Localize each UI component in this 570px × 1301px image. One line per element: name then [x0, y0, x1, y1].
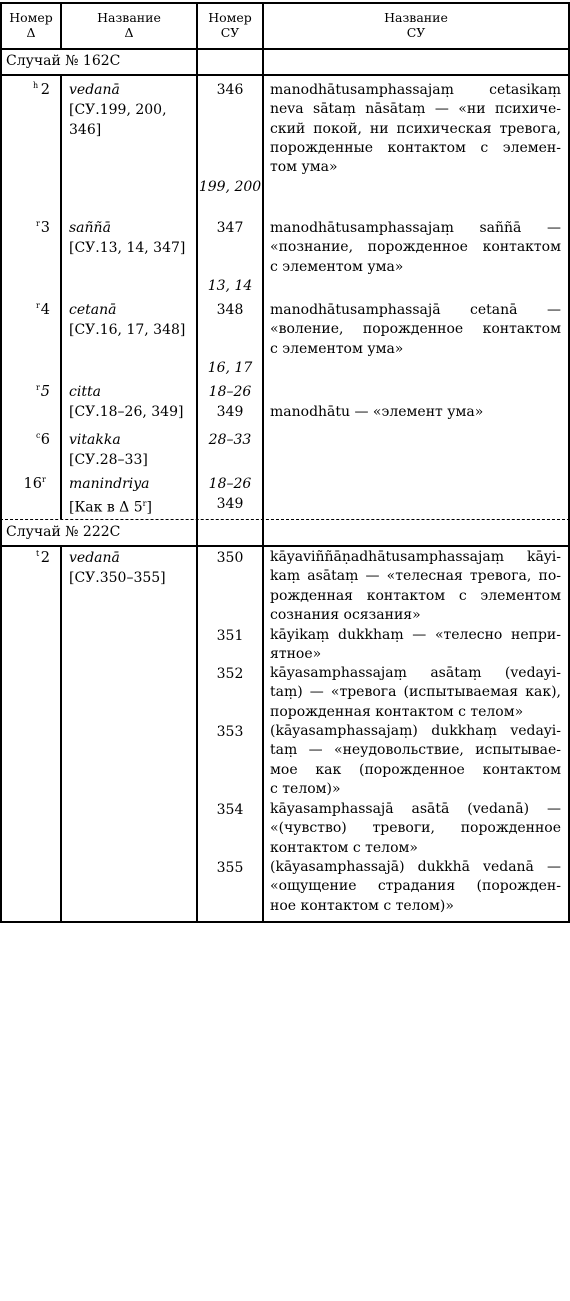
header-col2-line2: Δ — [124, 25, 134, 40]
row7-item4-desc-line: taṃ — «неудовольствие, испытывае- — [270, 742, 561, 759]
row2-name: saññā — [69, 220, 111, 236]
row7-item3-su: 352 — [216, 666, 244, 682]
case1-label: Случай № 162С — [6, 53, 121, 69]
row7-item3-desc-line: порожденная контактом с телом» — [270, 703, 524, 720]
row5-num — [20, 430, 50, 450]
row7-item4-desc — [270, 722, 561, 799]
header-col3-line2: СУ — [220, 25, 240, 40]
row2-desc-line: «познание, порожденное контактом — [270, 239, 561, 256]
row6-su: 18–26 — [208, 476, 252, 492]
row1-desc — [270, 81, 561, 177]
row6-ref — [69, 494, 152, 518]
row5-su: 28–33 — [208, 432, 252, 448]
row2-ref-1: [СУ.13, 14, 347] — [69, 240, 186, 256]
row3-num — [20, 300, 50, 320]
row7-item4-desc-line: мое как (порожденное контактом — [270, 761, 561, 778]
row7-item5-desc — [270, 800, 561, 858]
row7-name: vedanā — [69, 550, 120, 566]
row4-su2: 349 — [216, 404, 244, 420]
row2-num-value: 3 — [40, 220, 50, 236]
row7-item6-desc-line: «ощущение страдания (порожден- — [270, 878, 561, 895]
row1-name: vedanā — [69, 82, 120, 98]
row7-item6-desc-line: (kāyasamphassajā) dukkhā vedanā — — [270, 859, 561, 875]
row7-item4-desc-line: с телом)» — [270, 780, 341, 797]
row7-item2-desc — [270, 626, 561, 665]
row1-su: 346 — [216, 82, 244, 98]
row1-num-sup: h — [33, 81, 39, 90]
row2-num — [20, 218, 50, 238]
row7-item6-desc-line: ное контактом с телом)» — [270, 897, 454, 914]
case-separator-dashed — [0, 519, 570, 520]
row7-item5-desc-line: «(чувство) тревоги, порожденное — [270, 820, 561, 837]
header-col2-line1: Название — [97, 10, 161, 25]
row5-num-sup: c — [36, 431, 41, 440]
row3-desc-line: с элементом ума» — [270, 340, 404, 357]
row4-num-value: 5 — [40, 384, 50, 400]
row7-item1-desc-line: сознания осязания» — [270, 606, 421, 623]
row7-item6-su: 355 — [216, 860, 244, 876]
row4-name: citta — [69, 384, 101, 400]
row7-item5-desc-line: контактом с телом» — [270, 839, 418, 856]
col-border-left — [0, 2, 2, 922]
row2-num-sup: r — [36, 219, 40, 228]
row3-desc-line: manodhātusamphassajā cetanā — — [270, 302, 561, 318]
row7-item2-desc-line: ятное» — [270, 646, 322, 663]
row4-num-sup: r — [36, 383, 40, 392]
row6-su2: 349 — [216, 496, 244, 512]
row7-item5-su: 354 — [216, 802, 244, 818]
row1-ref-2: 346] — [69, 122, 102, 138]
row7-item1-su: 350 — [216, 550, 244, 566]
row1-desc-line: порожденные контактом с элемен- — [270, 139, 561, 156]
header-col1-line1: Номер — [9, 10, 53, 25]
row3-name: cetanā — [69, 302, 117, 318]
row3-su2: 16, 17 — [207, 360, 253, 376]
row1-ref-1: [СУ.199, 200, — [69, 102, 167, 118]
row6-ref-text: [Как в Δ 5 — [69, 499, 143, 516]
header-bottom-border — [0, 48, 570, 50]
row6-num-value: 16 — [23, 476, 42, 492]
row6-ref-sup: r — [142, 499, 147, 508]
row7-item2-desc-line: kāyikaṃ dukkhaṃ — «телесно непри- — [270, 627, 561, 643]
row2-su2: 13, 14 — [207, 278, 253, 294]
header-col1-line2: Δ — [26, 25, 36, 40]
row2-desc — [270, 219, 561, 277]
row6-ref-close: ] — [146, 499, 152, 516]
header-col2 — [62, 10, 196, 40]
row7-item1-desc-line: рожденная контактом с элементом — [270, 587, 561, 604]
row7-item3-desc — [270, 664, 561, 722]
header-col3-line1: Номер — [208, 10, 252, 25]
col-border-2 — [196, 2, 198, 922]
row1-su2: 199, 200 — [198, 179, 262, 195]
row4-num — [20, 382, 50, 402]
col-border-1b — [60, 74, 62, 519]
case1-divider — [0, 74, 570, 76]
row3-su: 348 — [216, 302, 244, 318]
row7-item3-desc-line: taṃ) — «тревога (испытываемая как), — [270, 684, 561, 701]
header-col4-line1: Название — [384, 10, 448, 25]
table-top-border — [0, 2, 570, 4]
case2-divider — [0, 545, 570, 547]
col-border-1c — [60, 545, 62, 922]
row2-su: 347 — [216, 220, 244, 236]
row5-ref-1: [СУ.28–33] — [69, 452, 148, 468]
row7-num — [20, 548, 50, 568]
header-col4-line2: СУ — [406, 25, 426, 40]
row7-item6-desc — [270, 858, 561, 916]
row1-desc-line: neva sātaṃ nāsātaṃ — «ни психиче- — [270, 101, 561, 118]
row7-item1-desc-line: kaṃ asātaṃ — «телесная тревога, по- — [270, 568, 561, 585]
row7-ref-1: [СУ.350–355] — [69, 570, 166, 586]
row4-desc: manodhātu — «элемент ума» — [270, 404, 484, 420]
row4-su: 18–26 — [208, 384, 252, 400]
row7-item3-desc-line: kāyasamphassajaṃ asātaṃ (vedayi- — [270, 665, 561, 681]
row7-num-value: 2 — [40, 550, 50, 566]
row7-item5-desc-line: kāyasamphassajā asātā (vedanā) — — [270, 801, 561, 817]
header-col4 — [264, 10, 568, 40]
row6-num-sup: r — [42, 475, 46, 484]
row5-name: vitakka — [69, 432, 121, 448]
header-col1 — [2, 10, 60, 40]
row1-num-value: 2 — [40, 82, 50, 98]
row1-desc-line: ский покой, ни психическая тревога, — [270, 120, 561, 137]
row7-item4-su: 353 — [216, 724, 244, 740]
row1-desc-line: том ума» — [270, 159, 338, 176]
header-col3 — [198, 10, 262, 40]
table-bottom-border — [0, 921, 570, 923]
row3-num-value: 4 — [40, 302, 50, 318]
row7-num-sup: t — [36, 549, 40, 558]
row5-num-value: 6 — [40, 432, 50, 448]
row6-name: manindriya — [69, 476, 150, 492]
row1-desc-line: manodhātusamphassajaṃ cetasikaṃ — [270, 82, 561, 98]
row4-ref-1: [СУ.18–26, 349] — [69, 404, 184, 420]
row2-desc-line: manodhātusamphassajaṃ saññā — — [270, 220, 561, 236]
row7-item1-desc — [270, 548, 561, 625]
row3-desc — [270, 301, 561, 359]
row3-ref-1: [СУ.16, 17, 348] — [69, 322, 186, 338]
row3-num-sup: r — [36, 301, 40, 310]
row7-item1-desc-line: kāyaviññāṇadhātusamphassajaṃ kāyi- — [270, 549, 561, 565]
row7-item2-su: 351 — [216, 628, 244, 644]
case2-label: Случай № 222С — [6, 524, 121, 540]
row7-item4-desc-line: (kāyasamphassajaṃ) dukkhaṃ vedayi- — [270, 723, 561, 739]
row3-desc-line: «воление, порожденное контактом — [270, 321, 561, 338]
row6-num — [14, 474, 42, 494]
col-border-3 — [262, 2, 264, 922]
row2-desc-line: с элементом ума» — [270, 258, 404, 275]
